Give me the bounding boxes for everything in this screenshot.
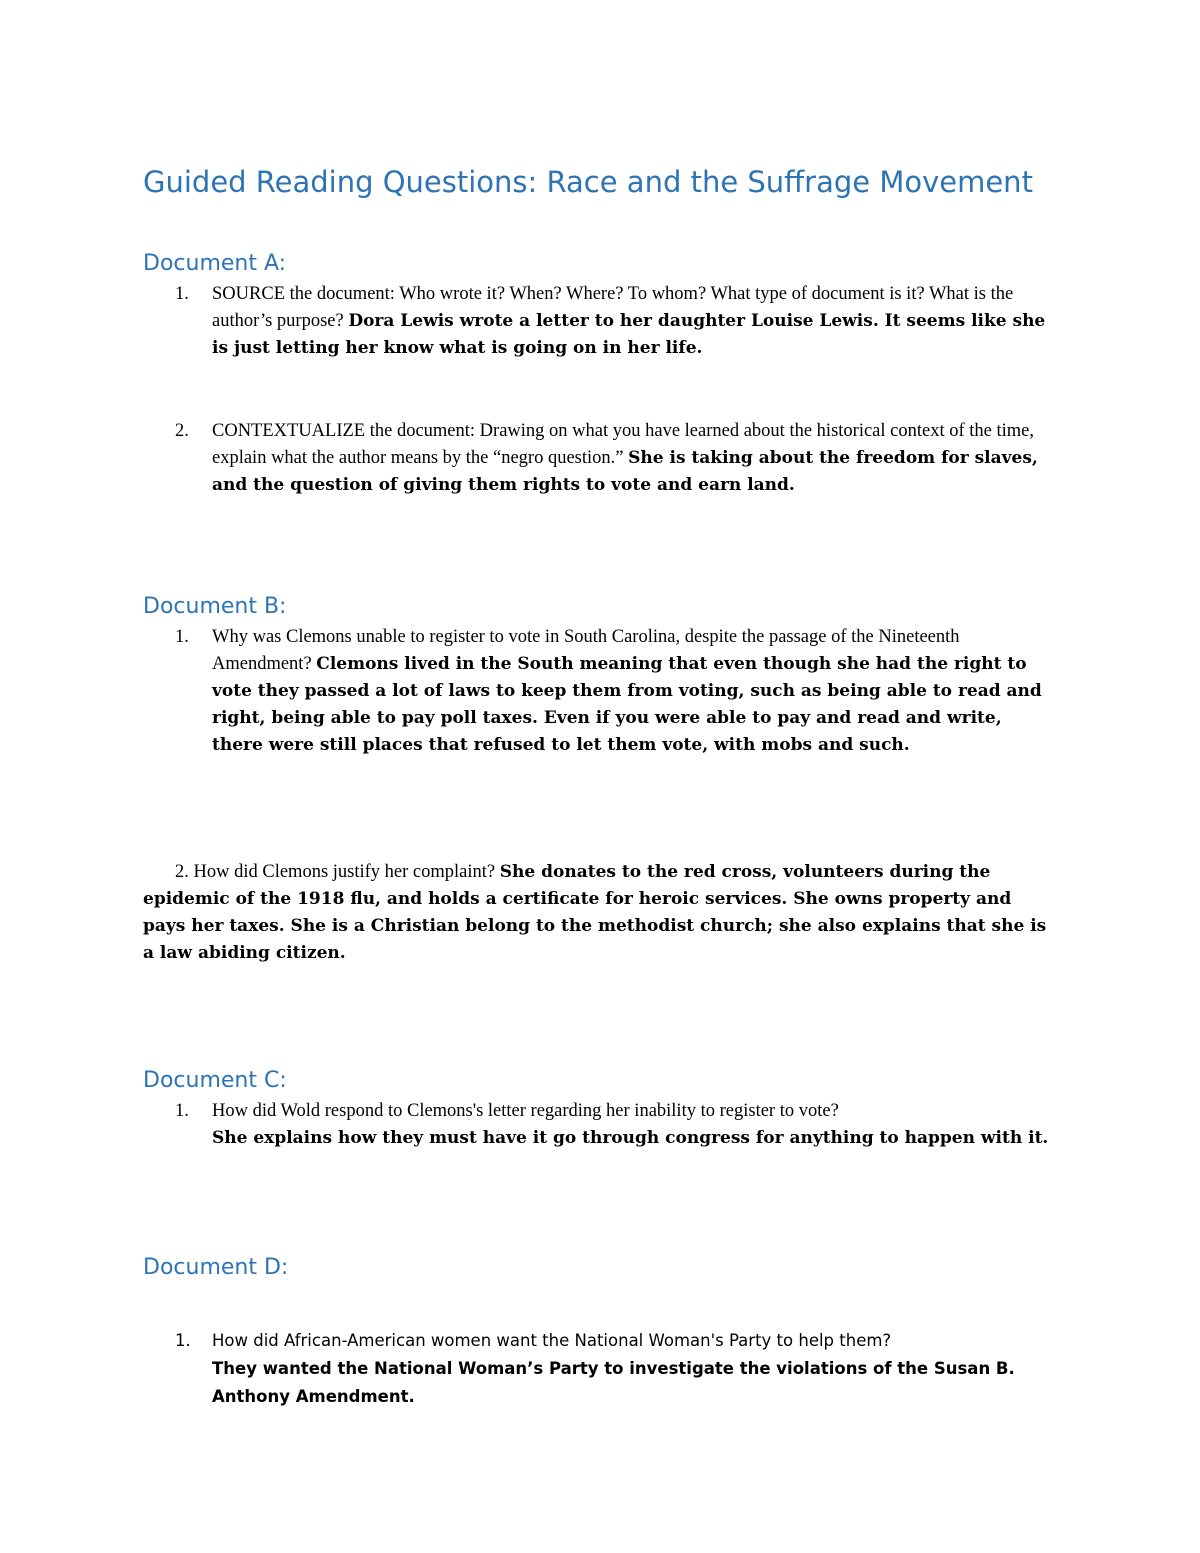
document-b-question-2: [143, 859, 1058, 967]
document-c-question-1: [175, 1098, 1055, 1152]
question-text: How did Clemons justify her complaint?: [193, 862, 496, 882]
document-a-question-2: [175, 418, 1055, 499]
document-a-heading: Document A:: [143, 251, 287, 276]
question-number: 1.: [175, 1331, 191, 1350]
question-text: Why was Clemons unable to register to vote in South Carolina, despite the passage of the Nineteenth Amendment?: [212, 627, 960, 674]
answer-text: She donates to the red cross, volunteers during the epidemic of the 1918 flu, and holds a certificate for heroic services. She owns property and pays her taxes. She is a Christian belong to the methodist church; she also explains that she is a law abiding citizen.: [143, 862, 1047, 963]
document-b-question-1: [175, 624, 1055, 759]
question-number: 1.: [175, 627, 189, 647]
document-c-heading: Document C:: [143, 1068, 287, 1093]
answer-text: She is taking about the freedom for slaves, and the question of giving them rights to vote and earn land.: [212, 448, 1038, 495]
question-text: How did Wold respond to Clemons's letter regarding her inability to register to vote?: [212, 1101, 839, 1121]
page-title: Guided Reading Questions: Race and the Suffrage Movement: [143, 165, 1033, 199]
document-a-question-1: [175, 281, 1055, 362]
answer-text: Clemons lived in the South meaning that even though she had the right to vote they passed a lot of laws to keep them from voting, such as being able to read and right, being able to pay poll taxes. Even if you were able to pay and read and write, there were still places that refused to let them vote, with mobs and such.: [212, 654, 1042, 755]
answer-text: They wanted the National Woman’s Party to investigate the violations of the Susan B. Anthony Amendment.: [212, 1359, 1015, 1406]
question-text: CONTEXTUALIZE the document: Drawing on what you have learned about the historical context of the time, explain what the author means by the “negro question.”: [212, 421, 1034, 468]
answer-text: Dora Lewis wrote a letter to her daughter Louise Lewis. It seems like she is just letting her know what is going on in her life.: [212, 311, 1046, 358]
question-number: 1.: [175, 284, 189, 304]
question-text: How did African-American women want the National Woman's Party to help them?: [212, 1331, 892, 1350]
question-number: 2.: [175, 862, 189, 882]
document-d-question-1: [175, 1327, 1065, 1411]
answer-text: She explains how they must have it go through congress for anything to happen with it.: [212, 1128, 1049, 1148]
question-number: 1.: [175, 1101, 189, 1121]
document-d-heading: Document D:: [143, 1255, 289, 1280]
question-number: 2.: [175, 421, 189, 441]
document-b-heading: Document B:: [143, 594, 287, 619]
question-text: SOURCE the document: Who wrote it? When? Where? To whom? What type of document is it? What is the author’s purpose?: [212, 284, 1014, 331]
